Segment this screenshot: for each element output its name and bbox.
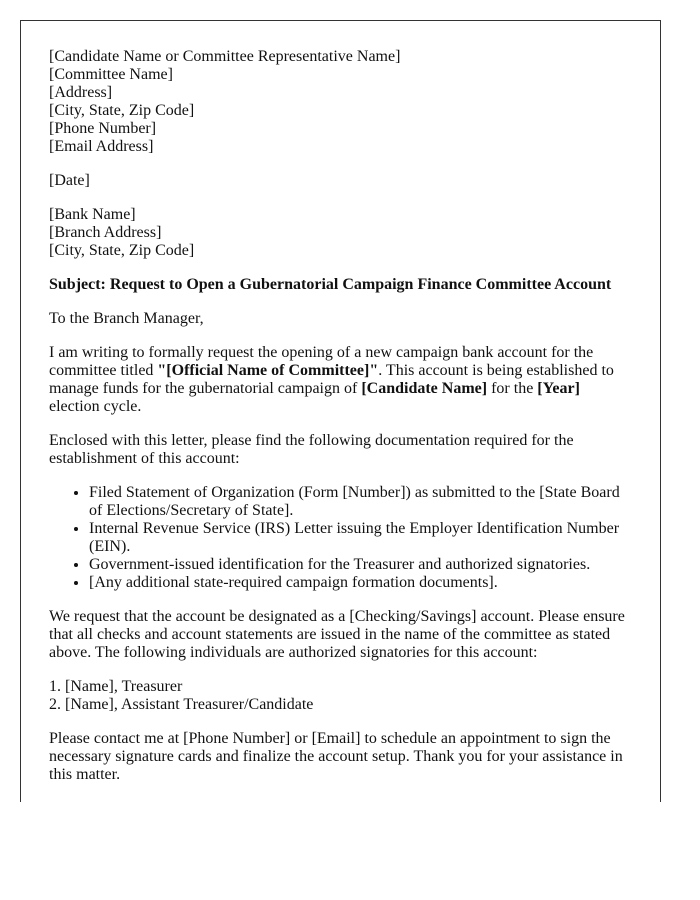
signatories-block [49, 678, 632, 714]
sender-email: [Email Address] [49, 138, 154, 155]
documents-list [49, 484, 632, 592]
signatory-treasurer: 1. [Name], Treasurer [49, 678, 183, 695]
sender-address: [Address] [49, 84, 113, 101]
subject-line: Subject: Request to Open a Gubernatorial Campaign Finance Committee Account [49, 276, 612, 293]
document-item: • [Any additional state-required campaign formation documents]. [89, 574, 632, 592]
committee-name-placeholder: "[Official Name of Committee]" [157, 362, 379, 379]
sender-name: [Candidate Name or Committee Representative Name] [49, 48, 401, 65]
recipient-branch-address: [Branch Address] [49, 224, 162, 241]
signatory-assistant-treasurer: 2. [Name], Assistant Treasurer/Candidate [49, 696, 314, 713]
document-item: • Filed Statement of Organization (Form [Number]) as submitted to the [State Board of Elections/Secretary of State]. [89, 484, 632, 520]
intro-text-3: for the [487, 380, 538, 397]
sender-committee-name: [Committee Name] [49, 66, 173, 83]
intro-text-1: I am writing to formally request the opening of a new campaign bank account for the committee titled [49, 344, 594, 379]
document-item: • Government-issued identification for the Treasurer and authorized signatories. [89, 556, 632, 574]
letter-document [20, 20, 661, 802]
document-item: • Internal Revenue Service (IRS) Letter issuing the Employer Identification Number (EIN). [89, 520, 632, 556]
year-placeholder: [Year] [537, 380, 580, 397]
candidate-name-placeholder: [Candidate Name] [361, 380, 488, 397]
sender-city-state-zip: [City, State, Zip Code] [49, 102, 195, 119]
recipient-address-block [49, 206, 632, 260]
enclosed-intro-paragraph: Enclosed with this letter, please find the following documentation required for the establishment of this account: [49, 432, 574, 467]
sender-address-block [49, 48, 632, 156]
salutation: To the Branch Manager, [49, 310, 204, 327]
sender-phone: [Phone Number] [49, 120, 157, 137]
letter-date: [Date] [49, 172, 90, 189]
account-request-paragraph: We request that the account be designated as a [Checking/Savings] account. Please ensure that all checks and account statements are issued in the name of the committee as stated above. The following individuals are authorized signatories for this account: [49, 608, 625, 661]
intro-paragraph [49, 344, 632, 416]
intro-text-4: election cycle. [49, 398, 142, 415]
closing-paragraph: Please contact me at [Phone Number] or [Email] to schedule an appointment to sign the necessary signature cards and finalize the account setup. Thank you for your assistance in this matter. [49, 730, 623, 783]
intro-text-2: . This account is being established to manage funds for the gubernatorial campaign of [49, 362, 614, 397]
recipient-bank-name: [Bank Name] [49, 206, 136, 223]
recipient-city-state-zip: [City, State, Zip Code] [49, 242, 195, 259]
